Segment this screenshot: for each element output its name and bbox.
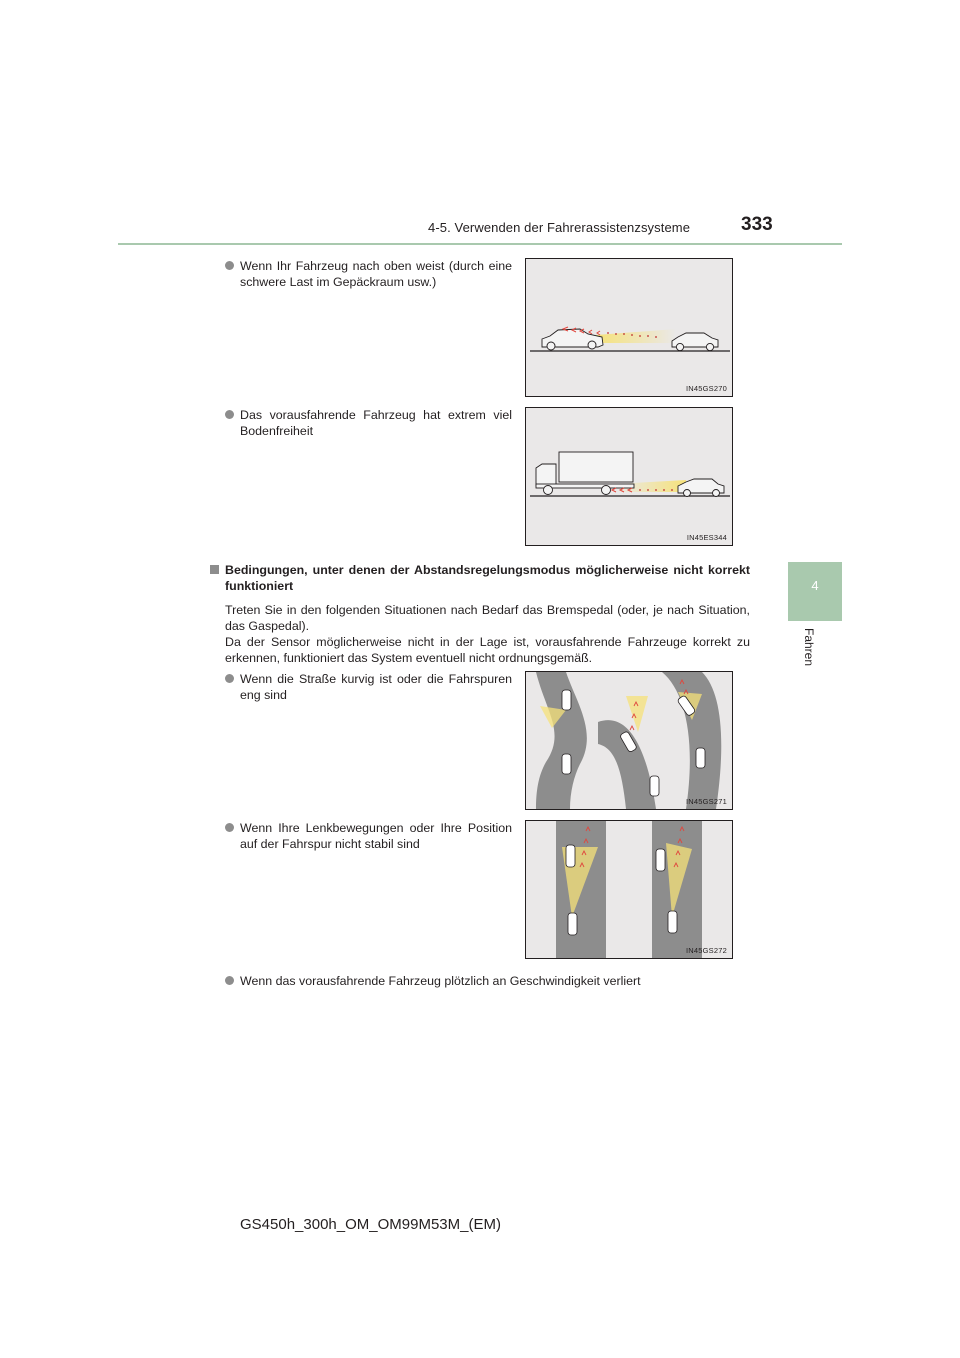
bullet-dot-icon [225, 410, 234, 419]
section-heading: Bedingungen, unter denen der Abstandsregelungsmodus möglicherweise nicht korrekt funktioniert [225, 563, 750, 593]
chapter-tab[interactable] [788, 562, 842, 621]
chapter-label: Fahren [802, 628, 816, 667]
bullet-raised-vehicle [225, 258, 512, 290]
bullet-dot-icon [225, 976, 234, 985]
bullet-text: Wenn das vorausfahrende Fahrzeug plötzlich an Geschwindigkeit verliert [240, 974, 641, 988]
page-number: 333 [741, 214, 773, 235]
header-divider [118, 243, 842, 245]
bullet-dot-icon [225, 823, 234, 832]
section-square-icon [210, 565, 219, 574]
section-paragraph: Da der Sensor möglicherweise nicht in der Lage ist, vorausfahrende Fahrzeuge korrekt zu erkennen, funktioniert das System eventuell nicht ordnungsgemäß. [225, 635, 750, 665]
section-paragraph: Treten Sie in den folgenden Situationen nach Bedarf das Bremspedal (oder, je nach Situation, das Gaspedal). [225, 603, 750, 633]
bullet-unstable-steering [225, 820, 512, 852]
bullet-dot-icon [225, 261, 234, 270]
figure-code: IN45GS270 [686, 384, 727, 393]
figure-curvy-road [525, 671, 733, 810]
bullet-dot-icon [225, 674, 234, 683]
figure-code: IN45GS272 [686, 946, 727, 955]
section-conditions [210, 562, 750, 666]
figure-raised-vehicle [525, 258, 733, 397]
bullet-text: Wenn die Straße kurvig ist oder die Fahrspuren eng sind [240, 672, 512, 702]
bullet-high-clearance [225, 407, 512, 439]
bullet-text: Wenn Ihr Fahrzeug nach oben weist (durch eine schwere Last im Gepäckraum usw.) [240, 259, 512, 289]
bullet-text: Das vorausfahrende Fahrzeug hat extrem viel Bodenfreiheit [240, 408, 512, 438]
figure-unstable-steering [525, 820, 733, 959]
chapter-number: 4 [811, 578, 819, 593]
section-body [225, 602, 750, 666]
footer-document-id: GS450h_300h_OM_OM99M53M_(EM) [240, 1216, 501, 1233]
header-section-title: 4-5. Verwenden der Fahrerassistenzsysteme [428, 220, 691, 235]
figure-code: IN45ES344 [686, 533, 727, 542]
bullet-sudden-slowdown [225, 973, 745, 989]
figure-high-clearance [525, 407, 733, 546]
bullet-curvy-road [225, 671, 512, 703]
figure-code: IN45GS271 [686, 797, 727, 806]
bullet-text: Wenn Ihre Lenkbewegungen oder Ihre Position auf der Fahrspur nicht stabil sind [240, 821, 512, 851]
